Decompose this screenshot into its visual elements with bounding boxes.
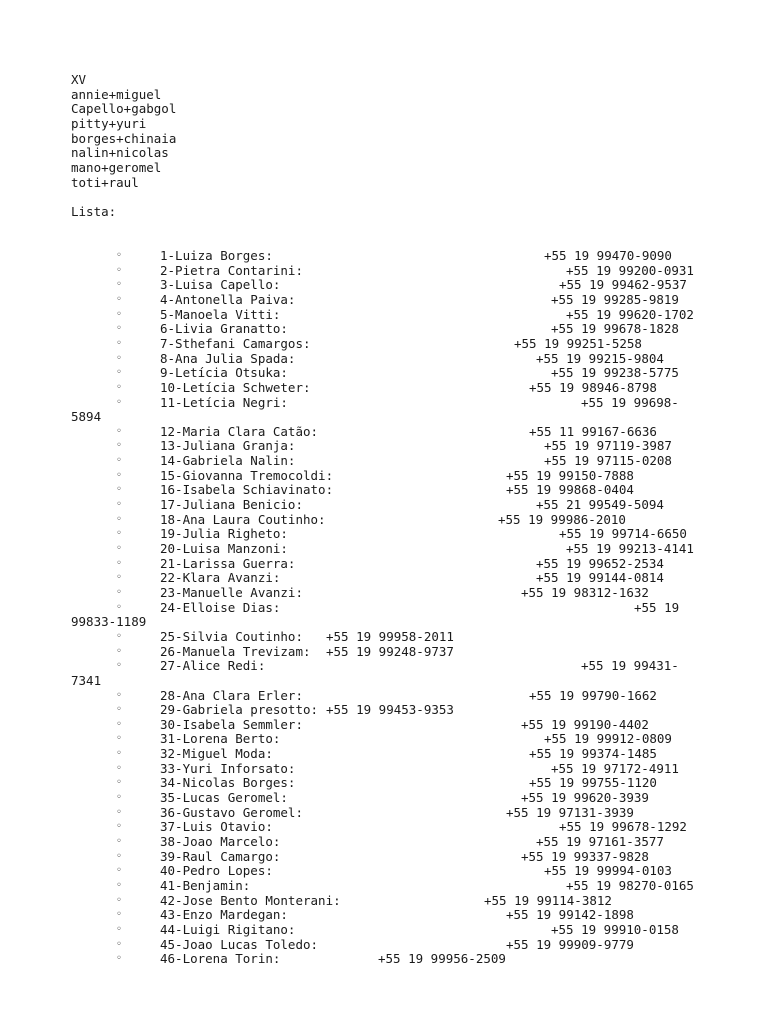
bullet-icon: ◦ — [116, 308, 123, 320]
contact-phone: +55 19 99958-2011 — [326, 628, 454, 644]
header-line: borges+chinaia — [71, 130, 177, 146]
contact-phone: +55 19 99285-9819 — [551, 291, 679, 307]
bullet-icon: ◦ — [116, 806, 123, 818]
bullet-icon: ◦ — [116, 352, 123, 364]
contact-phone: +55 19 99755-1120 — [529, 775, 657, 791]
contact-phone: +55 11 99167-6636 — [529, 423, 657, 439]
contact-phone: +55 19 99652-2534 — [536, 555, 664, 571]
list-item — [0, 600, 768, 615]
list-item — [0, 717, 768, 732]
contact-phone: +55 19 97172-4911 — [551, 760, 679, 776]
list-item — [0, 468, 768, 483]
contact-phone: +55 19 — [634, 599, 680, 615]
contact-phone: +55 19 99251-5258 — [514, 335, 642, 351]
header-line: mano+geromel — [71, 159, 162, 175]
list-item — [0, 248, 768, 263]
contact-name: 23-Manuelle Avanzi: — [160, 584, 303, 600]
list-item — [0, 365, 768, 380]
list-item — [0, 395, 768, 410]
phone-continuation: 7341 — [71, 672, 102, 688]
bullet-icon: ◦ — [116, 455, 123, 467]
contact-phone: +55 21 99549-5094 — [536, 497, 664, 513]
bullet-icon: ◦ — [116, 513, 123, 525]
contact-name: 21-Larissa Guerra: — [160, 555, 296, 571]
list-item — [0, 922, 768, 937]
list-item — [0, 570, 768, 585]
header-line: nalin+nicolas — [71, 145, 169, 161]
bullet-icon: ◦ — [116, 836, 123, 847]
bullet-icon: ◦ — [116, 762, 123, 774]
bullet-icon: ◦ — [116, 777, 123, 789]
list-item — [0, 526, 768, 541]
list-label: Lista: — [71, 204, 117, 219]
bullet-icon: ◦ — [116, 894, 123, 906]
contact-phone: +55 19 99150-7888 — [506, 467, 634, 483]
contact-name: 25-Silvia Coutinho: — [160, 628, 303, 644]
list-item — [0, 541, 768, 556]
contact-phone: +55 19 99620-1702 — [566, 306, 694, 322]
contact-name: 27-Alice Redi: — [160, 658, 266, 674]
list-item — [0, 951, 768, 966]
bullet-icon: ◦ — [116, 718, 123, 730]
contact-phone: +55 19 99114-3812 — [484, 892, 612, 908]
bullet-icon: ◦ — [116, 323, 123, 335]
contact-phone: +55 19 99190-4402 — [521, 716, 649, 732]
bullet-icon: ◦ — [116, 792, 123, 804]
bullet-icon: ◦ — [116, 381, 123, 393]
list-item — [0, 819, 768, 834]
bullet-icon: ◦ — [116, 543, 123, 554]
contact-phone: +55 19 98312-1632 — [521, 584, 649, 600]
contact-phone: +55 19 99213-4141 — [566, 541, 694, 556]
contact-name: 41-Benjamin: — [160, 877, 251, 893]
contact-name: 32-Miguel Moda: — [160, 746, 273, 762]
list-item — [0, 863, 768, 878]
contact-phone: +55 19 99994-0103 — [544, 863, 672, 879]
bullet-icon: ◦ — [116, 748, 123, 760]
contact-name: 33-Yuri Inforsato: — [160, 760, 296, 776]
list-item — [0, 424, 768, 439]
bullet-icon: ◦ — [116, 879, 123, 891]
contact-phone: +55 19 99714-6650 — [559, 526, 687, 542]
contact-name: 10-Letícia Schweter: — [160, 379, 311, 395]
bullet-icon: ◦ — [116, 645, 123, 657]
contact-name: 37-Luis Otavio: — [160, 819, 273, 835]
list-item — [0, 775, 768, 790]
contact-phone: +55 19 99470-9090 — [544, 248, 672, 263]
contact-name: 2-Pietra Contarini: — [160, 262, 303, 278]
contact-phone: +55 19 99144-0814 — [536, 570, 664, 586]
list-item — [0, 937, 768, 952]
contact-name: 31-Lorena Berto: — [160, 731, 281, 747]
contact-name: 42-Jose Bento Monterani: — [160, 892, 341, 908]
list-item — [0, 263, 768, 278]
bullet-icon: ◦ — [116, 909, 123, 921]
list-item — [0, 292, 768, 307]
bullet-icon: ◦ — [116, 528, 123, 540]
contact-name: 46-Lorena Torin: — [160, 951, 281, 967]
contact-name: 5-Manoela Vitti: — [160, 306, 281, 322]
contact-name: 40-Pedro Lopes: — [160, 863, 273, 879]
contact-name: 29-Gabriela presotto: — [160, 702, 319, 718]
bullet-icon: ◦ — [116, 484, 123, 496]
contact-name: 44-Luigi Rigitano: — [160, 921, 296, 937]
list-item — [0, 658, 768, 673]
list-item — [0, 893, 768, 908]
contact-phone: +55 19 98270-0165 — [566, 877, 694, 893]
contact-phone: +55 19 99453-9353 — [326, 702, 454, 718]
phone-wrap-line — [0, 409, 768, 424]
contact-name: 7-Sthefani Camargos: — [160, 335, 311, 351]
contact-phone: +55 19 99678-1828 — [551, 321, 679, 337]
list-item — [0, 453, 768, 468]
bullet-icon: ◦ — [116, 396, 123, 408]
contact-phone: +55 19 99215-9804 — [536, 350, 664, 366]
contact-phone: +55 19 99912-0809 — [544, 731, 672, 747]
list-item — [0, 380, 768, 395]
bullet-icon: ◦ — [116, 689, 123, 701]
contact-phone: +55 19 97161-3577 — [536, 834, 664, 849]
bullet-icon: ◦ — [116, 953, 123, 965]
list-item — [0, 702, 768, 717]
bullet-icon: ◦ — [116, 557, 123, 569]
list-item — [0, 731, 768, 746]
contact-name: 16-Isabela Schiavinato: — [160, 482, 334, 498]
header-line: pitty+yuri — [71, 115, 147, 131]
contact-phone: +55 19 99462-9537 — [559, 277, 687, 293]
contact-name: 22-Klara Avanzi: — [160, 570, 281, 586]
contact-name: 20-Luisa Manzoni: — [160, 541, 288, 556]
phone-continuation: 99833-1189 — [71, 614, 147, 630]
contact-name: 35-Lucas Geromel: — [160, 790, 288, 806]
contact-name: 28-Ana Clara Erler: — [160, 687, 303, 703]
list-item — [0, 761, 768, 776]
bullet-icon: ◦ — [116, 293, 123, 305]
bullet-icon: ◦ — [116, 264, 123, 276]
list-item — [0, 277, 768, 292]
list-item — [0, 790, 768, 805]
bullet-icon: ◦ — [116, 821, 123, 833]
contact-name: 39-Raul Camargo: — [160, 848, 281, 864]
list-item — [0, 556, 768, 571]
contact-name: 6-Livia Granatto: — [160, 321, 288, 337]
contact-name: 3-Luisa Capello: — [160, 277, 281, 293]
list-item — [0, 321, 768, 336]
header-line: toti+raul — [71, 174, 139, 190]
contact-phone: +55 19 99698- — [581, 394, 679, 410]
list-item — [0, 834, 768, 849]
list-item — [0, 307, 768, 322]
contact-phone: +55 19 98946-8798 — [529, 379, 657, 395]
bullet-icon: ◦ — [116, 733, 123, 745]
bullet-icon: ◦ — [116, 337, 123, 349]
bullet-icon: ◦ — [116, 601, 123, 613]
list-item — [0, 336, 768, 351]
contact-phone: +55 19 99986-2010 — [498, 511, 626, 527]
list-item — [0, 351, 768, 366]
contact-phone: +55 19 99142-1898 — [506, 907, 634, 923]
contact-phone: +55 19 99790-1662 — [529, 687, 657, 703]
bullet-icon: ◦ — [116, 425, 123, 437]
list-item — [0, 746, 768, 761]
contact-name: 17-Juliana Benicio: — [160, 497, 303, 513]
contact-name: 9-Letícia Otsuka: — [160, 365, 288, 381]
list-item — [0, 878, 768, 893]
list-item — [0, 629, 768, 644]
contact-name: 15-Giovanna Tremocoldi: — [160, 467, 334, 483]
contact-phone: +55 19 97115-0208 — [544, 453, 672, 469]
list-item — [0, 585, 768, 600]
contact-phone: +55 19 97131-3939 — [506, 804, 634, 820]
contact-name: 45-Joao Lucas Toledo: — [160, 936, 319, 952]
contact-name: 30-Isabela Semmler: — [160, 716, 303, 732]
bullet-icon: ◦ — [116, 250, 123, 261]
contact-phone: +55 19 99956-2509 — [378, 951, 506, 967]
contact-name: 24-Elloise Dias: — [160, 599, 281, 615]
contact-phone: +55 19 99374-1485 — [529, 746, 657, 762]
list-item — [0, 512, 768, 527]
contact-name: 13-Juliana Granja: — [160, 438, 296, 454]
bullet-icon: ◦ — [116, 850, 123, 862]
bullet-icon: ◦ — [116, 499, 123, 511]
bullet-icon: ◦ — [116, 469, 123, 481]
contact-name: 14-Gabriela Nalin: — [160, 453, 296, 469]
contact-phone: +55 19 99238-5775 — [551, 365, 679, 381]
header-line: annie+miguel — [71, 86, 162, 102]
bullet-icon: ◦ — [116, 923, 123, 935]
contact-name: 1-Luiza Borges: — [160, 248, 273, 263]
contact-name: 18-Ana Laura Coutinho: — [160, 511, 326, 527]
contact-name: 11-Letícia Negri: — [160, 394, 288, 410]
list-item — [0, 497, 768, 512]
contact-name: 34-Nicolas Borges: — [160, 775, 296, 791]
bullet-icon: ◦ — [116, 704, 123, 716]
list-item — [0, 688, 768, 703]
contact-phone: +55 19 99200-0931 — [566, 262, 694, 278]
contact-phone: +55 19 99868-0404 — [506, 482, 634, 498]
bullet-icon: ◦ — [116, 938, 123, 950]
header-line: XV — [71, 72, 87, 87]
bullet-icon: ◦ — [116, 279, 123, 291]
contact-phone: +55 19 99337-9828 — [521, 848, 649, 864]
bullet-icon: ◦ — [116, 572, 123, 584]
phone-wrap-line — [0, 614, 768, 629]
bullet-icon: ◦ — [116, 586, 123, 598]
phone-wrap-line — [0, 673, 768, 688]
list-item — [0, 907, 768, 922]
contact-name: 38-Joao Marcelo: — [160, 834, 281, 849]
contact-phone: +55 19 99431- — [581, 658, 679, 674]
contact-name: 12-Maria Clara Catão: — [160, 423, 319, 439]
bullet-icon: ◦ — [116, 367, 123, 379]
list-item — [0, 482, 768, 497]
bullet-icon: ◦ — [116, 660, 123, 672]
list-item — [0, 805, 768, 820]
bullet-icon: ◦ — [116, 865, 123, 877]
contact-name: 43-Enzo Mardegan: — [160, 907, 288, 923]
bullet-icon: ◦ — [116, 440, 123, 452]
list-item — [0, 644, 768, 659]
list-item — [0, 438, 768, 453]
contact-name: 36-Gustavo Geromel: — [160, 804, 303, 820]
contact-name: 19-Julia Righeto: — [160, 526, 288, 542]
contact-name: 4-Antonella Paiva: — [160, 291, 296, 307]
header-line: Capello+gabgol — [71, 101, 177, 117]
bullet-icon: ◦ — [116, 630, 123, 642]
contact-phone: +55 19 99620-3939 — [521, 790, 649, 806]
list-item — [0, 849, 768, 864]
phone-continuation: 5894 — [71, 409, 102, 425]
contact-phone: +55 19 97119-3987 — [544, 438, 672, 454]
contact-name: 26-Manuela Trevizam: — [160, 643, 311, 659]
contact-phone: +55 19 99248-9737 — [326, 643, 454, 659]
contact-phone: +55 19 99909-9779 — [506, 936, 634, 952]
contact-phone: +55 19 99910-0158 — [551, 921, 679, 937]
contact-phone: +55 19 99678-1292 — [559, 819, 687, 835]
contact-name: 8-Ana Julia Spada: — [160, 350, 296, 366]
